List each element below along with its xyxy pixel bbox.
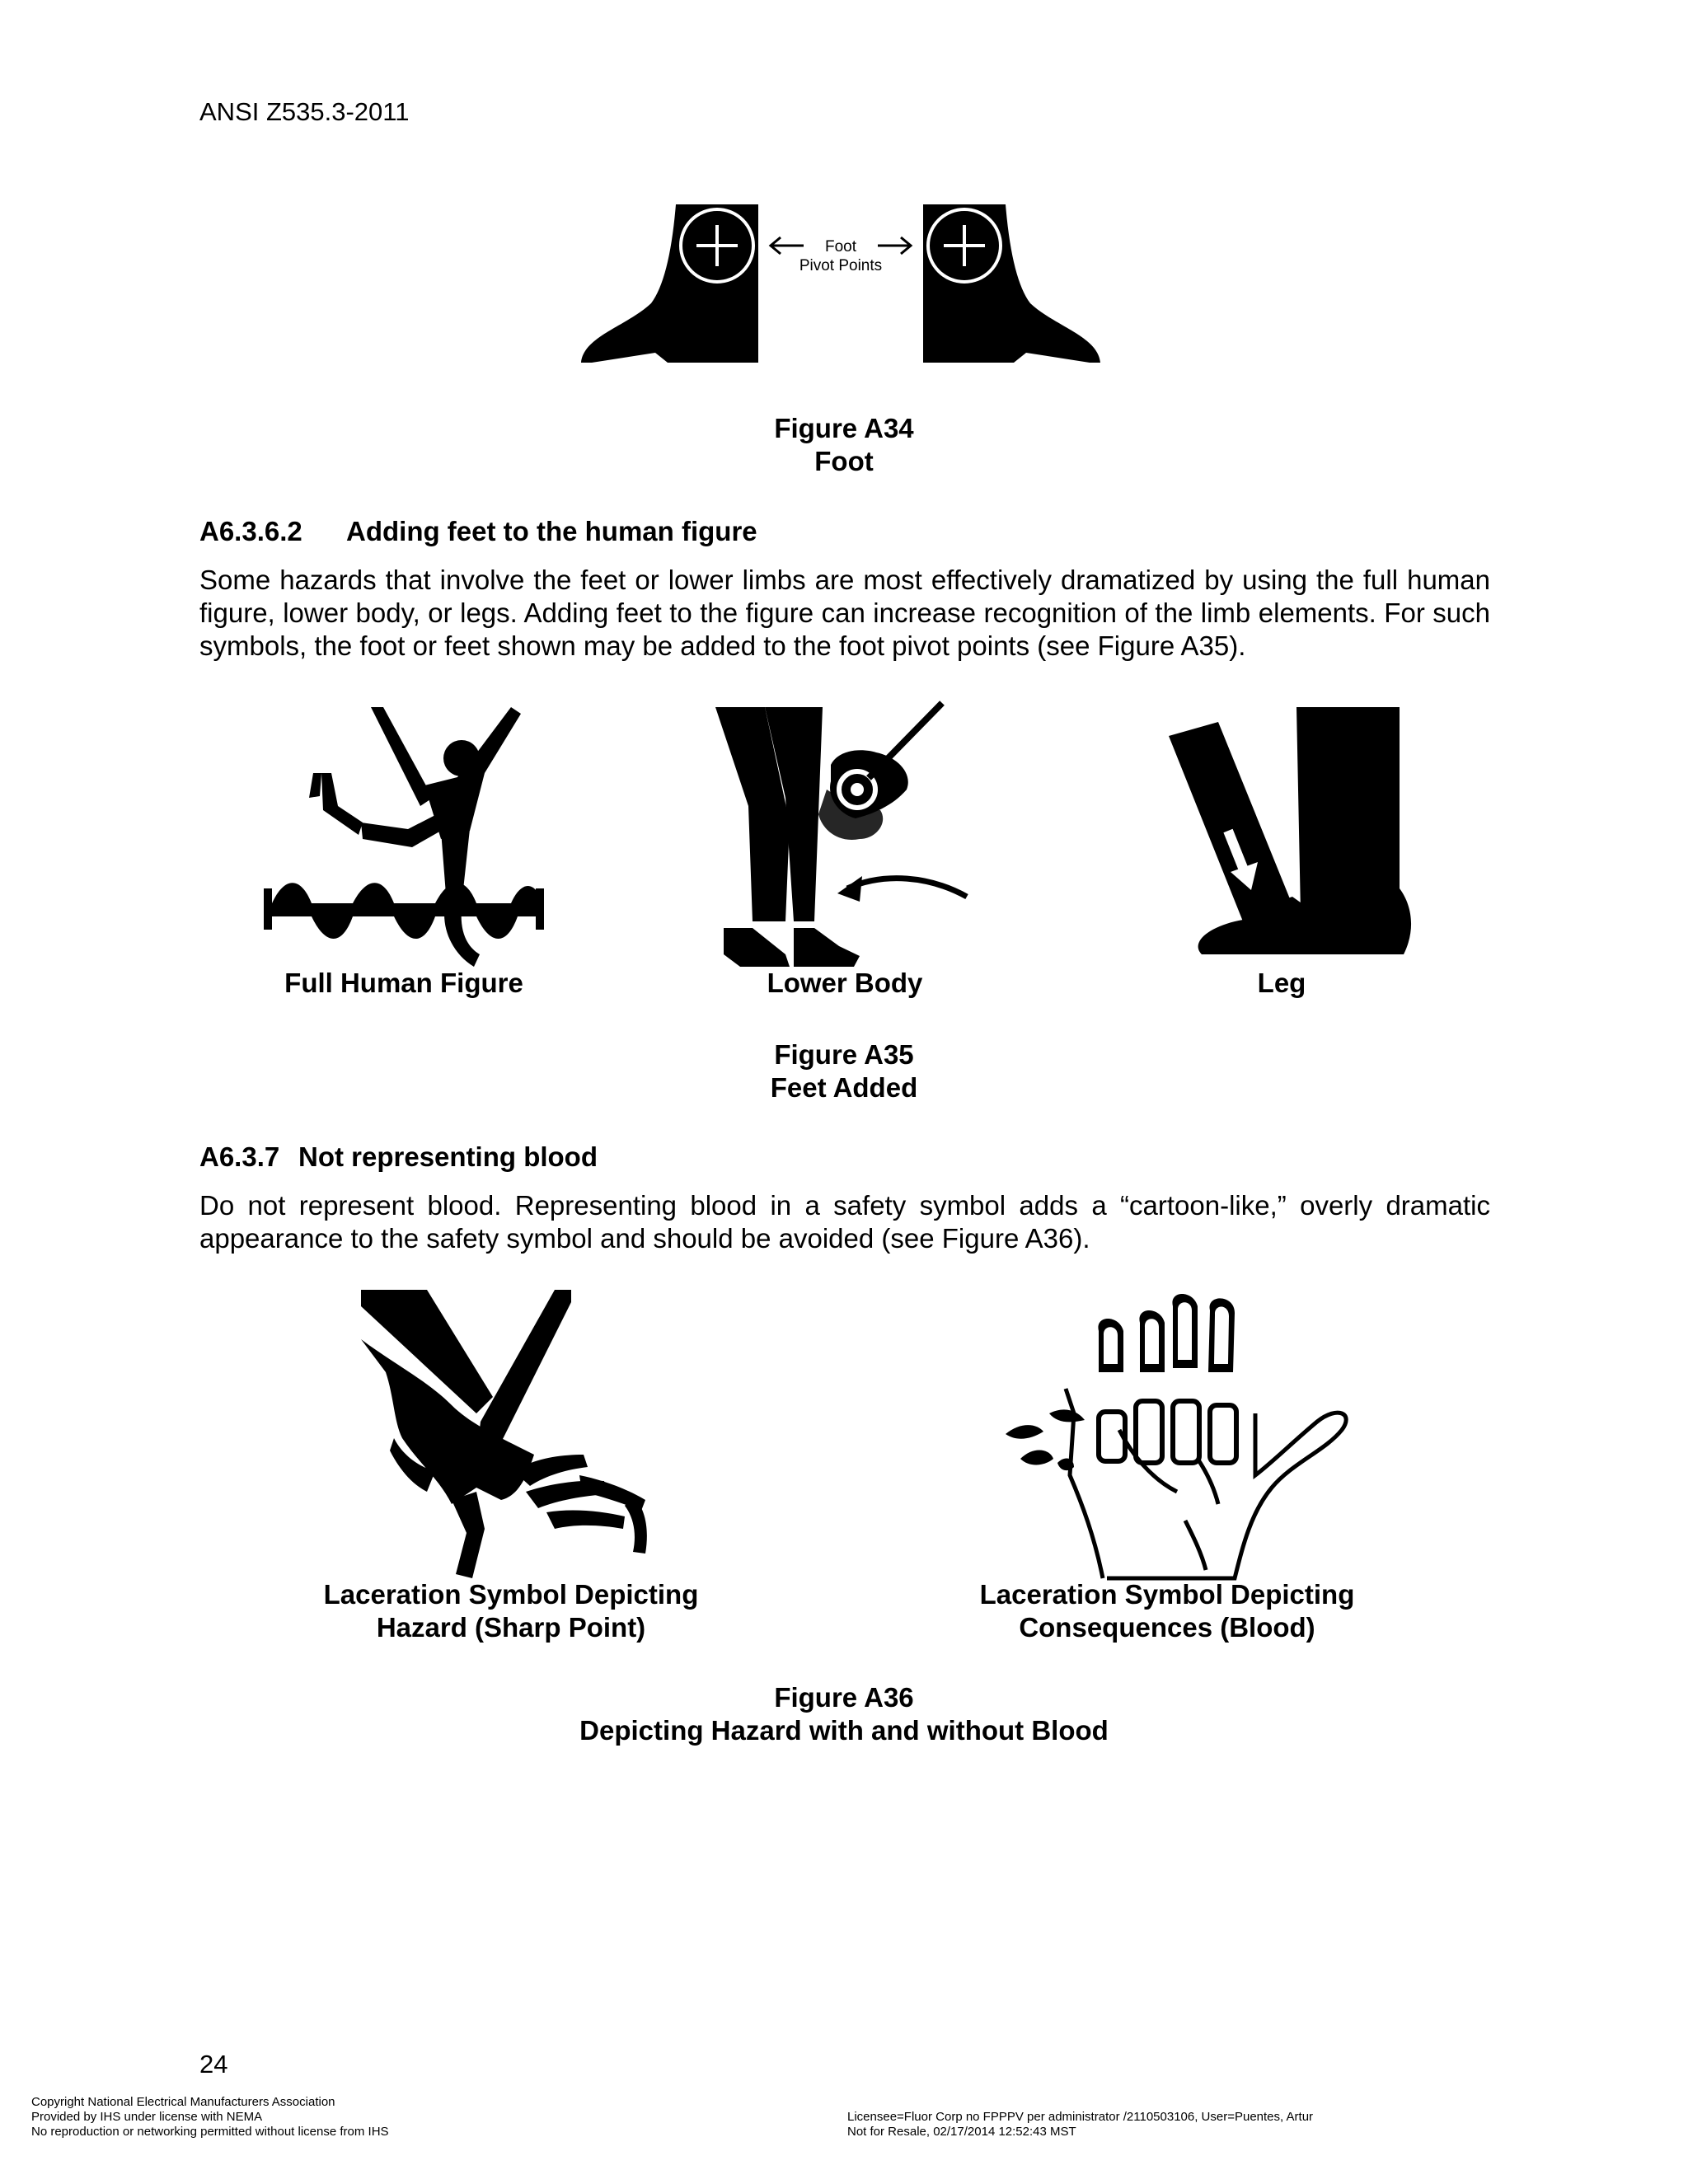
right-boot-icon [923, 204, 1100, 363]
section-title: Not representing blood [298, 1141, 598, 1172]
page-number: 24 [199, 2050, 228, 2079]
footer-copyright-line2: Provided by IHS under license with NEMA [31, 2110, 263, 2124]
label-full-human-figure: Full Human Figure [284, 968, 523, 998]
figure-a35-caption [0, 1038, 1688, 1104]
label-lower-body: Lower Body [767, 968, 923, 998]
label-laceration-hazard [264, 1578, 758, 1644]
section-heading-a6362 [199, 516, 757, 547]
section-a6362-body: Some hazards that involve the feet or lower limbs are most effectively dramatized by using the full human figure, lower body, or legs. Adding feet to the figure can increase recognition of the limb elements. For such symbols, the foot or feet shown may be added to the foot pivot points (see Figure A35). [199, 565, 1490, 661]
footer-copyright-line3: No reproduction or networking permitted without license from IHS [31, 2125, 389, 2139]
figure-a34-caption-line1: Figure A34 [774, 413, 914, 443]
figure-a34-caption [0, 412, 1688, 478]
figure-a34-foot-illustration [577, 204, 1104, 369]
laceration-sharp-point-icon [361, 1290, 666, 1578]
label-laceration-hazard-line2: Hazard (Sharp Point) [376, 1612, 646, 1643]
figure-a35-caption-line1: Figure A35 [774, 1039, 914, 1070]
laceration-blood-icon [987, 1290, 1367, 1578]
footer-copyright-line1: Copyright National Electrical Manufacturers Association [31, 2095, 335, 2109]
pivot-label-line1: Foot [824, 238, 857, 255]
section-number: A6.3.7 [199, 1141, 280, 1172]
section-title: Adding feet to the human figure [346, 516, 757, 546]
figure-a36-caption-line1: Figure A36 [774, 1682, 914, 1713]
section-number: A6.3.6.2 [199, 516, 302, 546]
label-laceration-consequences [920, 1578, 1414, 1644]
section-a637-body: Do not represent blood. Representing blood in a safety symbol adds a “cartoon-like,” overly dramatic appearance to the safety symbol and should be avoided (see Figure A36). [199, 1190, 1490, 1254]
figure-a36-caption [0, 1681, 1688, 1747]
figure-a34-caption-line2: Foot [814, 446, 874, 476]
leg-icon [1169, 707, 1416, 963]
figure-a35-caption-line2: Feet Added [770, 1072, 918, 1103]
pivot-label [775, 237, 907, 275]
full-human-figure-icon [264, 707, 544, 971]
label-laceration-consequences-line2: Consequences (Blood) [1019, 1612, 1315, 1643]
left-boot-icon [581, 204, 758, 363]
figure-a36-caption-line2: Depicting Hazard with and without Blood [579, 1715, 1109, 1746]
pivot-label-line2: Pivot Points [799, 257, 883, 274]
footer-license-line2: Not for Resale, 02/17/2014 12:52:43 MST [847, 2125, 1076, 2139]
footer-license-line1: Licensee=Fluor Corp no FPPPV per administrator /2110503106, User=Puentes, Artur [847, 2110, 1314, 2124]
document-id: ANSI Z535.3-2011 [199, 97, 410, 126]
lower-body-icon [715, 707, 979, 971]
label-leg: Leg [1257, 968, 1306, 998]
label-laceration-consequences-line1: Laceration Symbol Depicting [979, 1579, 1355, 1610]
section-heading-a637 [199, 1141, 598, 1173]
label-laceration-hazard-line1: Laceration Symbol Depicting [323, 1579, 699, 1610]
footer-license [847, 2110, 1589, 2139]
footer-copyright [31, 2095, 773, 2139]
